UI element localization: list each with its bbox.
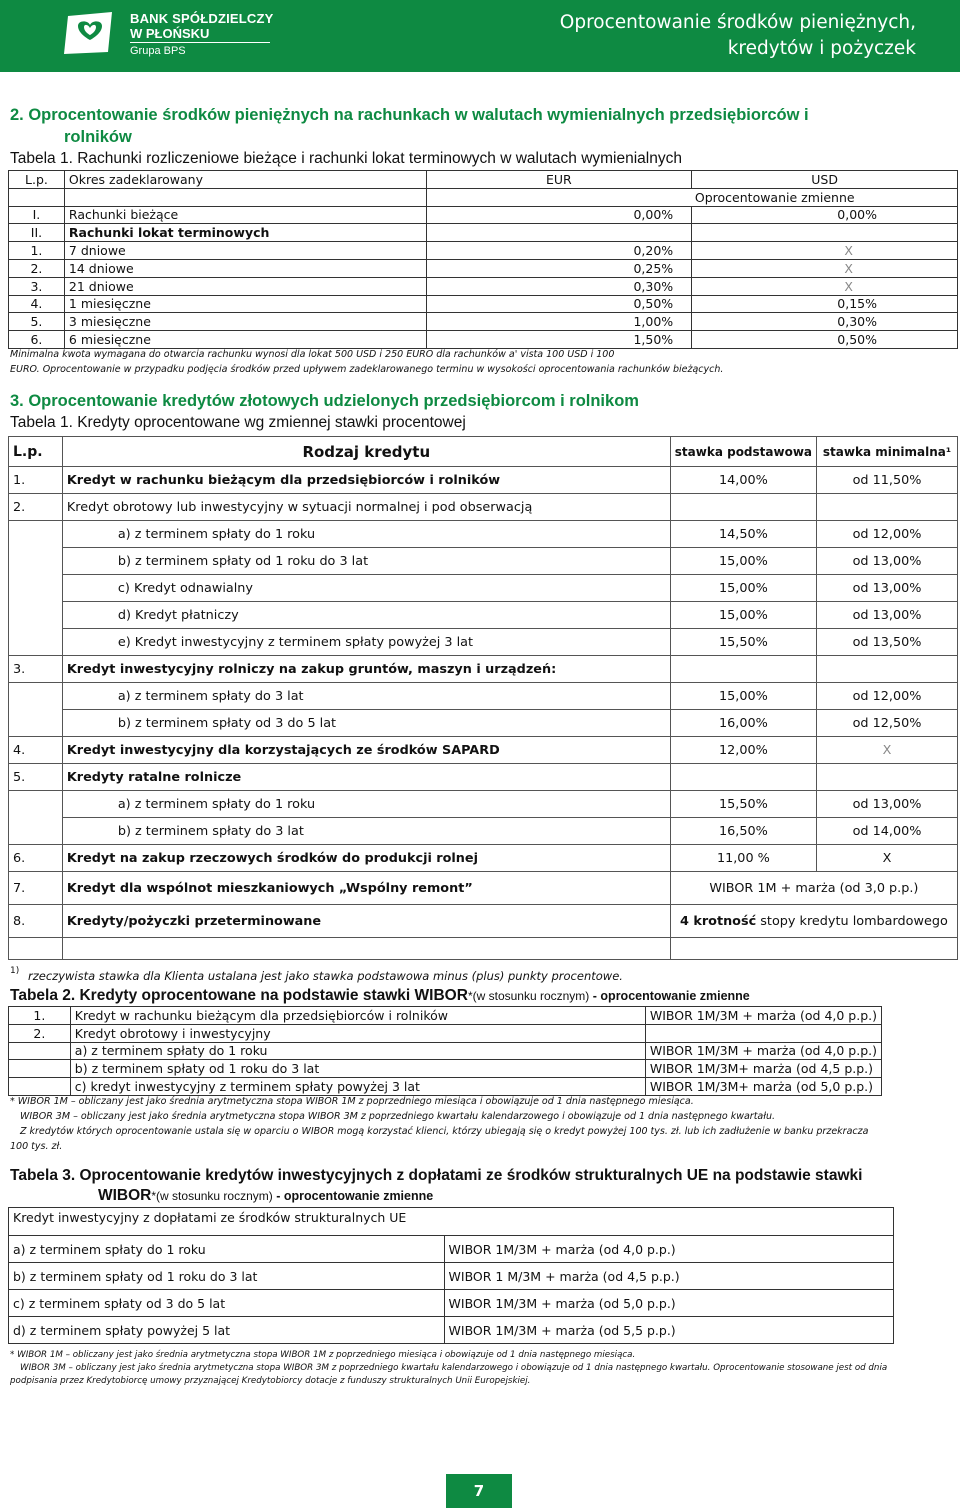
cell-name: 7 dniowe	[64, 242, 426, 260]
table-row	[9, 467, 958, 494]
cell-head: Kredyt inwestycyjny z dopłatami ze środków strukturalnych UE	[9, 1208, 894, 1236]
bank-group: Grupa BPS	[130, 42, 270, 57]
footnote-marker: 1)	[10, 966, 20, 976]
table-row	[9, 845, 958, 872]
cell-minimalna: od 12,50%	[817, 710, 958, 737]
cell-eur: 0,00%	[426, 206, 692, 224]
table-row	[9, 277, 958, 295]
cell-rate: WIBOR 1M/3M + marża (od 4,0 p.p.)	[645, 1007, 881, 1025]
table-row	[9, 764, 958, 791]
cell-podstawowa: 15,50%	[670, 629, 816, 656]
cell-eur: 1,50%	[426, 331, 692, 349]
table-row	[9, 1078, 882, 1096]
cell-lp: 1.	[9, 1007, 71, 1025]
cell-minimalna: od 11,50%	[817, 467, 958, 494]
empty-cell	[670, 938, 957, 960]
cell-name: b) z terminem spłaty od 1 roku do 3 lat	[9, 1263, 445, 1290]
cell-podstawowa: 15,00%	[670, 575, 816, 602]
cell-podstawowa: 15,50%	[670, 791, 816, 818]
wibor-credit-table	[8, 1006, 882, 1096]
col-lp: L.p.	[9, 171, 65, 189]
table-row	[9, 818, 958, 845]
cell-lp: 6.	[9, 331, 65, 349]
cell-minimalna: od 13,00%	[817, 575, 958, 602]
cell-lp: 8.	[9, 905, 63, 938]
cell-eur: 0,30%	[426, 277, 692, 295]
cell-podstawowa	[670, 764, 816, 791]
cell-minimalna: X	[817, 845, 958, 872]
cell-lp	[9, 683, 63, 737]
cell-lp	[9, 791, 63, 845]
rate-bold: 4 krotność	[679, 913, 757, 929]
page-header	[0, 0, 960, 72]
cell-lp	[9, 1078, 71, 1096]
title-part: WIBOR	[98, 1187, 152, 1204]
cell-lp: 6.	[9, 845, 63, 872]
empty-cell	[62, 938, 670, 960]
cell-name: a) z terminem spłaty do 3 lat	[62, 683, 670, 710]
table-row	[9, 737, 958, 764]
empty-cell	[9, 938, 63, 960]
credit-table-title: Tabela 1. Kredyty oprocentowane wg zmiennej stawki procentowej	[10, 414, 466, 431]
cell-name: d) z terminem spłaty powyżej 5 lat	[9, 1317, 445, 1344]
table-row	[9, 1007, 882, 1025]
table-header-row	[9, 437, 958, 467]
col-podstawowa: stawka podstawowa	[670, 437, 816, 467]
empty-cell	[9, 188, 65, 206]
table-row	[9, 1263, 894, 1290]
table-row	[9, 602, 958, 629]
cell-rate	[670, 905, 957, 938]
table-row	[9, 331, 958, 349]
cell-minimalna: od 13,50%	[817, 629, 958, 656]
footnote-text: rzeczywista stawka dla Klienta ustalana jest jako stawka podstawowa minus (plus) punkty procentowe.	[28, 969, 623, 983]
cell-lp: 3.	[9, 277, 65, 295]
cell-lp: 7.	[9, 872, 63, 905]
cell-minimalna	[817, 494, 958, 521]
col-usd: USD	[692, 171, 958, 189]
cell-name: 3 miesięczne	[64, 313, 426, 331]
table-row	[9, 1024, 882, 1042]
cell-name: 1 miesięczne	[64, 295, 426, 313]
title-part: WIBOR	[414, 987, 468, 1004]
table-row	[9, 1060, 882, 1078]
cell-lp: 1.	[9, 467, 63, 494]
table-row	[9, 313, 958, 331]
cell-usd: 0,15%	[692, 295, 958, 313]
cell-lp: 2.	[9, 1024, 71, 1042]
cell-name: Kredyt inwestycyjny rolniczy na zakup gruntów, maszyn i urządzeń:	[62, 656, 670, 683]
cell-lp: 5.	[9, 764, 63, 791]
title-part: - oprocentowanie zmienne	[589, 989, 750, 1003]
cell-minimalna: od 12,00%	[817, 683, 958, 710]
cell-eur: 0,50%	[426, 295, 692, 313]
table-row	[9, 206, 958, 224]
cell-eur: 0,20%	[426, 242, 692, 260]
col-rodzaj: Rodzaj kredytu	[62, 437, 670, 467]
title-part: *(w stosunku rocznym)	[151, 1189, 273, 1203]
doc-title-line2: kredytów i pożyczek	[727, 38, 916, 59]
fx-accounts-table	[8, 170, 958, 349]
cell-podstawowa: 12,00%	[670, 737, 816, 764]
cell-minimalna: od 13,00%	[817, 548, 958, 575]
cell-name: Kredyty/pożyczki przeterminowane	[62, 905, 670, 938]
cell-lp: 2.	[9, 259, 65, 277]
table-spacer-row	[9, 938, 958, 960]
cell-name: b) z terminem spłaty do 3 lat	[62, 818, 670, 845]
table-header-row-2	[9, 188, 958, 206]
cell-name: Kredyt inwestycyjny dla korzystających ze środków SAPARD	[62, 737, 670, 764]
cell-rate: WIBOR 1M/3M+ marża (od 4,5 p.p.)	[645, 1060, 881, 1078]
table-row	[9, 1290, 894, 1317]
cell-usd: 0,30%	[692, 313, 958, 331]
cell-podstawowa	[670, 494, 816, 521]
cell-eur: 1,00%	[426, 313, 692, 331]
cell-podstawowa: 11,00 %	[670, 845, 816, 872]
cell-name: c) Kredyt odnawialny	[62, 575, 670, 602]
bank-logo-icon	[62, 10, 118, 56]
cell-lp: 1.	[9, 242, 65, 260]
cell-lp: 3.	[9, 656, 63, 683]
table-row	[9, 548, 958, 575]
cell-usd	[692, 224, 958, 242]
cell-lp: 2.	[9, 494, 63, 521]
table-row	[9, 259, 958, 277]
table-row	[9, 1317, 894, 1344]
cell-minimalna	[817, 656, 958, 683]
table-row	[9, 521, 958, 548]
cell-lp: 4.	[9, 737, 63, 764]
cell-lp	[9, 521, 63, 656]
table-row	[9, 295, 958, 313]
wibor-note-1: * WIBOR 1M – obliczany jest jako średnia arytmetyczna stopa WIBOR 1M z poprzedniego miesiąca i obowiązuje od 1 dnia następnego miesiąca.	[10, 1096, 694, 1107]
cell-name: 21 dniowe	[64, 277, 426, 295]
col-zmienne: Oprocentowanie zmienne	[426, 188, 958, 206]
cell-minimalna	[817, 764, 958, 791]
cell-usd: 0,00%	[692, 206, 958, 224]
cell-minimalna: od 13,00%	[817, 791, 958, 818]
bank-name-line2: W PŁOŃSKU	[130, 26, 210, 41]
cell-podstawowa: 14,50%	[670, 521, 816, 548]
page-number: 7	[446, 1474, 512, 1508]
cell-name: a) z terminem spłaty do 1 roku	[62, 521, 670, 548]
cell-podstawowa: 14,00%	[670, 467, 816, 494]
cell-name: a) z terminem spłaty do 1 roku	[70, 1042, 645, 1060]
cell-name: Kredyty ratalne rolnicze	[62, 764, 670, 791]
cell-name: b) z terminem spłaty od 1 roku do 3 lat	[70, 1060, 645, 1078]
cell-name: Kredyt na zakup rzeczowych środków do produkcji rolnej	[62, 845, 670, 872]
cell-name: a) z terminem spłaty do 1 roku	[62, 791, 670, 818]
table-row	[9, 791, 958, 818]
cell-lp: I.	[9, 206, 65, 224]
cell-podstawowa: 15,00%	[670, 548, 816, 575]
cell-usd: X	[692, 242, 958, 260]
cell-podstawowa: 16,50%	[670, 818, 816, 845]
cell-name: Rachunki bieżące	[64, 206, 426, 224]
table-row	[9, 872, 958, 905]
table-row	[9, 710, 958, 737]
cell-name: Rachunki lokat terminowych	[64, 224, 426, 242]
cell-podstawowa	[670, 656, 816, 683]
empty-cell	[64, 188, 426, 206]
cell-rate: WIBOR 1 M/3M + marża (od 4,5 p.p.)	[444, 1263, 893, 1290]
cell-rate: WIBOR 1M/3M+ marża (od 5,0 p.p.)	[645, 1078, 881, 1096]
eu-note-3: podpisania przez Kredytobiorcę umowy przyznającej Kredytobiorcy dotacje z funduszy strukturalnych Unii Europejskiej.	[10, 1376, 531, 1386]
cell-rate: WIBOR 1M + marża (od 3,0 p.p.)	[670, 872, 957, 905]
cell-name: 14 dniowe	[64, 259, 426, 277]
title-part: *(w stosunku rocznym)	[467, 989, 590, 1003]
cell-usd: 0,50%	[692, 331, 958, 349]
cell-minimalna: od 14,00%	[817, 818, 958, 845]
col-eur: EUR	[426, 171, 692, 189]
table-1-title: Tabela 1. Rachunki rozliczeniowe bieżące i rachunki lokat terminowych w walutach wymienialnych	[10, 150, 682, 167]
table-note-line1: Minimalna kwota wymagana do otwarcia rachunku wynosi dla lokat 500 USD i 250 EURO dla rachunków a' vista 100 USD i 100	[10, 349, 615, 360]
table-row	[9, 575, 958, 602]
table-row	[9, 494, 958, 521]
cell-name: e) Kredyt inwestycyjny z terminem spłaty powyżej 3 lat	[62, 629, 670, 656]
cell-minimalna: od 12,00%	[817, 521, 958, 548]
eu-credit-table	[8, 1207, 894, 1344]
cell-rate: WIBOR 1M/3M + marża (od 5,0 p.p.)	[444, 1290, 893, 1317]
cell-podstawowa: 15,00%	[670, 683, 816, 710]
cell-rate: WIBOR 1M/3M + marża (od 4,0 p.p.)	[645, 1042, 881, 1060]
cell-name: b) z terminem spłaty od 1 roku do 3 lat	[62, 548, 670, 575]
cell-name: c) kredyt inwestycyjny z terminem spłaty powyżej 3 lat	[70, 1078, 645, 1096]
table-row	[9, 1042, 882, 1060]
title-part: Tabela 2. Kredyty oprocentowane na podstawie stawki	[10, 987, 415, 1004]
section-2-heading-line1: 2. Oprocentowanie środków pieniężnych na rachunkach w walutach wymienialnych przedsiębiorców i	[10, 106, 809, 124]
section-2-heading-line2: rolników	[64, 128, 132, 146]
cell-name: d) Kredyt płatniczy	[62, 602, 670, 629]
wibor-note-4: 100 tys. zł.	[10, 1141, 63, 1152]
cell-name: 6 miesięczne	[64, 331, 426, 349]
table-header-row	[9, 1208, 894, 1236]
eu-note-1: * WIBOR 1M – obliczany jest jako średnia arytmetyczna stopa WIBOR 1M z poprzedniego miesiąca i obowiązuje od 1 dnia następnego miesiąca.	[10, 1350, 636, 1360]
eu-note-2: WIBOR 3M – obliczany jest jako średnia arytmetyczna stopa WIBOR 3M z poprzedniego kwartału kalendarzowego i obowiązuje od 1 dnia następnego kwartału. Oprocentowanie stosowane jest od dnia	[20, 1363, 888, 1373]
section-3-heading: 3. Oprocentowanie kredytów złotowych udzielonych przedsiębiorcom i rolnikom	[10, 392, 639, 410]
bank-name-line1: BANK SPÓŁDZIELCZY	[130, 11, 274, 26]
cell-name: Kredyt obrotowy lub inwestycyjny w sytuacji normalnej i pod obserwacją	[62, 494, 670, 521]
eu-table-title	[10, 1167, 862, 1185]
wibor-note-3: Z kredytów których oprocentowanie ustala się w oparciu o WIBOR mogą korzystać klienci, którzy ubiegają się o kredyt powyżej 100 tys. zł. lub ich zadłużenie w banku przekracza	[20, 1126, 869, 1137]
rate-rest: stopy kredytu lombardowego	[756, 913, 948, 929]
eu-table-title-2	[98, 1187, 433, 1205]
table-header-row	[9, 171, 958, 189]
table-row	[9, 905, 958, 938]
table-row	[9, 629, 958, 656]
col-lp: L.p.	[9, 437, 63, 467]
doc-title-line1: Oprocentowanie środków pieniężnych,	[559, 12, 916, 33]
cell-lp: 5.	[9, 313, 65, 331]
cell-name: Kredyt w rachunku bieżącym dla przedsiębiorców i rolników	[62, 467, 670, 494]
cell-lp	[9, 1042, 71, 1060]
cell-lp	[9, 1060, 71, 1078]
wibor-note-2: WIBOR 3M – obliczany jest jako średnia arytmetyczna stopa WIBOR 3M z poprzedniego kwartału kalendarzowego i obowiązuje od 1 dnia następnego kwartału.	[20, 1111, 776, 1122]
cell-name: Kredyt dla wspólnot mieszkaniowych „Wspólny remont”	[62, 872, 670, 905]
col-okres: Okres zadeklarowany	[64, 171, 426, 189]
cell-usd: X	[692, 277, 958, 295]
cell-name: Kredyt obrotowy i inwestycyjny	[70, 1024, 645, 1042]
cell-eur: 0,25%	[426, 259, 692, 277]
cell-usd: X	[692, 259, 958, 277]
cell-name: Kredyt w rachunku bieżącym dla przedsiębiorców i rolników	[70, 1007, 645, 1025]
cell-name: c) z terminem spłaty od 3 do 5 lat	[9, 1290, 445, 1317]
cell-podstawowa: 15,00%	[670, 602, 816, 629]
title-part: Tabela 3. Oprocentowanie kredytów inwestycyjnych z dopłatami ze środków strukturalnych UE na podstawie stawki	[10, 1167, 863, 1184]
cell-lp: 4.	[9, 295, 65, 313]
table-note-line2: EURO. Oprocentowanie w przypadku podjęcia środków przed upływem zadeklarowanego terminu w wysokości oprocentowania rachunków bieżących.	[10, 364, 724, 375]
col-minimalna: stawka minimalna¹	[817, 437, 958, 467]
cell-minimalna: od 13,00%	[817, 602, 958, 629]
cell-lp: II.	[9, 224, 65, 242]
table-row	[9, 683, 958, 710]
cell-rate: WIBOR 1M/3M + marża (od 4,0 p.p.)	[444, 1236, 893, 1263]
table-row	[9, 242, 958, 260]
cell-name: b) z terminem spłaty od 3 do 5 lat	[62, 710, 670, 737]
cell-minimalna: X	[817, 737, 958, 764]
table-row	[9, 1236, 894, 1263]
table-row	[9, 224, 958, 242]
cell-eur	[426, 224, 692, 242]
cell-rate	[645, 1024, 881, 1042]
cell-name: a) z terminem spłaty do 1 roku	[9, 1236, 445, 1263]
table-row	[9, 656, 958, 683]
credit-rates-table	[8, 436, 958, 960]
wibor-table-title	[10, 987, 750, 1005]
cell-rate: WIBOR 1M/3M + marża (od 5,5 p.p.)	[444, 1317, 893, 1344]
title-part: - oprocentowanie zmienne	[272, 1189, 434, 1203]
cell-podstawowa: 16,00%	[670, 710, 816, 737]
